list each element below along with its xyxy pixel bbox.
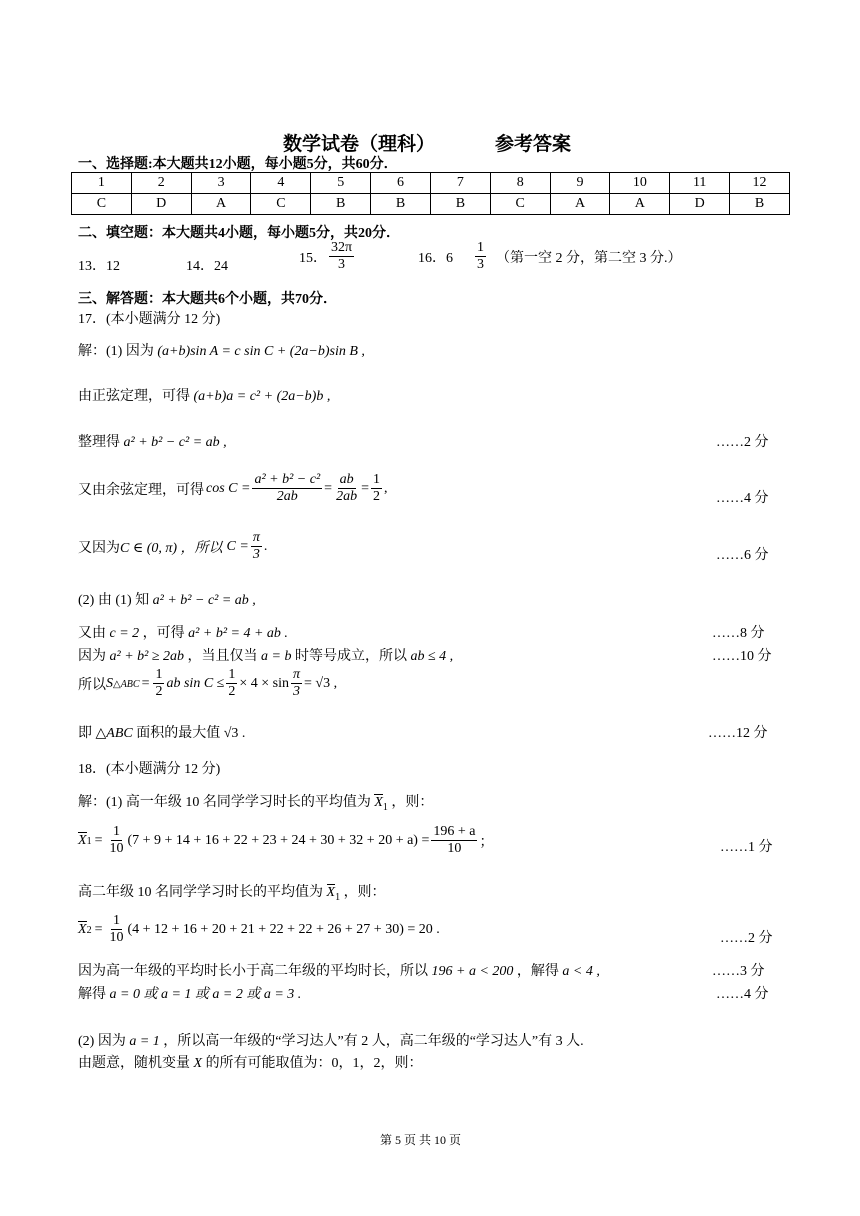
text: 因为高一年级的平均时长小于高二年级的平均时长，所以 [78, 964, 428, 979]
math: ab sin C ≤ [166, 675, 225, 691]
text: ，解得 [516, 964, 559, 979]
fraction-numerator: 1 [111, 913, 122, 930]
text: 高二年级 10 名同学学习时长的平均值为 [78, 885, 323, 900]
text: 由正弦定理，可得 [78, 389, 190, 404]
fraction [226, 667, 237, 700]
fraction-numerator: 1 [153, 667, 164, 684]
page-subtitle: 参考答案 [495, 134, 572, 155]
q17-line-6 [78, 589, 256, 609]
table-cell: A [610, 194, 670, 215]
q15-fraction [329, 240, 354, 273]
q18-line-8 [78, 1052, 423, 1072]
q18-line-1 [78, 791, 433, 813]
math: a² + b² ≥ 2ab [109, 649, 185, 664]
table-cell: D [670, 194, 730, 215]
math: (4 + 12 + 16 + 20 + 21 + 22 + 22 + 26 + 27 + 30) = 20 . [127, 921, 440, 937]
table-cell: 10 [610, 173, 670, 194]
fraction-denominator: 2ab [336, 489, 358, 505]
math: √3 . [223, 726, 246, 741]
text: 即 [78, 726, 92, 741]
math: X [326, 885, 336, 900]
fraction-denominator: 2 [372, 489, 380, 505]
q17-line-5: 又因为 C ∈ (0, π) ，所以 C = $\frac{\pi}{3}$ . [78, 530, 268, 563]
q18-line-3 [78, 881, 386, 903]
q17-line-7 [78, 622, 288, 642]
math: a = b [261, 649, 292, 664]
page-title: 数学试卷（理科） [283, 134, 436, 155]
fraction-denominator: 10 [447, 841, 462, 857]
table-row-numbers [72, 173, 790, 194]
text: 的所有可能取值为：0，1，2，则： [205, 1056, 423, 1071]
q18-line-7 [78, 1030, 584, 1050]
fraction [107, 824, 125, 857]
score-marker: ……6 分 [716, 548, 769, 563]
text: 又由 [78, 626, 106, 641]
q17-line-1 [78, 340, 365, 360]
table-cell: B [730, 194, 790, 215]
table-cell: C [72, 194, 132, 215]
score-marker: ……10 分 [712, 649, 772, 664]
fraction-denominator: 3 [252, 547, 260, 563]
math: ab ≤ 4 , [410, 649, 454, 664]
q17-header: 17．(本小题满分 12 分) [78, 312, 221, 327]
text: 解：(1) 高一年级 10 名同学学习时长的平均值为 [78, 795, 371, 810]
table-cell: 5 [311, 173, 371, 194]
q17-line-8 [78, 645, 453, 665]
math: C = [226, 538, 249, 554]
text: 所以 [78, 677, 106, 693]
math: a = 0 或 a = 1 或 a = 2 或 a = 3 . [109, 987, 302, 1002]
fraction-denominator: 3 [292, 684, 300, 700]
fraction-denominator: 10 [109, 930, 124, 946]
text: 整理得 [78, 435, 120, 450]
math: c = 2 [109, 626, 140, 641]
math: X [193, 1056, 203, 1071]
score-marker: ……2 分 [720, 931, 773, 946]
text: 由题意，随机变量 [78, 1056, 190, 1071]
fraction [371, 472, 382, 505]
fraction [252, 472, 322, 505]
fraction-numerator: 1 [371, 472, 382, 489]
section-heading-choice: 一、选择题:本大题共12小题，每小题5分，共60分． [78, 157, 398, 172]
fraction-numerator: 32π [329, 240, 354, 257]
table-cell: A [550, 194, 610, 215]
text: ，所以高一年级的“学习达人”有 2 人，高二年级的“学习达人”有 3 人. [163, 1034, 584, 1049]
q18-line-5 [78, 960, 600, 980]
math: (a+b)sin A = c sin C + (2a−b)sin B , [157, 344, 365, 359]
fraction [153, 667, 164, 700]
fraction-numerator: π [291, 667, 302, 684]
math: C ∈ (0, π) ，所以 [120, 540, 223, 556]
math-subscript: 1 [335, 891, 341, 903]
fraction-numerator: ab [338, 472, 356, 489]
table-cell: 4 [251, 173, 311, 194]
text: 解：(1) 因为 [78, 344, 154, 359]
fraction [107, 913, 125, 946]
math: △ABC [95, 726, 133, 741]
table-cell: D [131, 194, 191, 215]
text: (2) 因为 [78, 1034, 126, 1049]
math-subscript: 1 [382, 801, 388, 813]
table-cell: 7 [430, 173, 490, 194]
score-marker: ……1 分 [720, 840, 773, 855]
math: a < 4 , [562, 964, 600, 979]
math: × 4 × sin [239, 675, 289, 691]
text: 面积的最大值 [136, 726, 221, 741]
text: 因为 [78, 649, 106, 664]
table-cell: 6 [371, 173, 431, 194]
text: 又由余弦定理，可得 [78, 482, 204, 498]
q18-line-6 [78, 983, 301, 1003]
answer-q13: 13．12 [78, 259, 120, 274]
math: X [78, 833, 87, 849]
fraction-denominator: 10 [109, 841, 124, 857]
fraction-numerator: 1 [226, 667, 237, 684]
text: 时等号成立，所以 [294, 649, 407, 664]
fraction [334, 472, 359, 505]
table-cell: 1 [72, 173, 132, 194]
fraction [431, 824, 477, 857]
math-subscript: 1 [86, 836, 92, 848]
q16-fraction [475, 240, 486, 273]
answer-table [71, 172, 790, 215]
fraction-denominator: 2 [228, 684, 236, 700]
text: ，可得 [142, 626, 185, 641]
q16-label: 16．6 [418, 250, 453, 266]
text: ，则： [391, 795, 434, 810]
math: a = 1 [129, 1034, 160, 1049]
table-row-answers [72, 194, 790, 215]
math: a² + b² = 4 + ab . [188, 626, 288, 641]
fraction [251, 530, 262, 563]
score-marker: ……4 分 [716, 491, 769, 506]
text: ； [479, 834, 494, 850]
fraction-numerator: a² + b² − c² [252, 472, 322, 489]
math: a² + b² − c² = ab , [123, 435, 227, 450]
answer-q15 [299, 240, 356, 273]
table-cell: A [191, 194, 251, 215]
q17-line-4: 又由余弦定理，可得 cos C = $\frac{\text{a² + b² − c²}}{2ab}$ = $\frac{ab}{2ab}$ = $\frac{1}{2}$ , [78, 472, 388, 505]
score-marker: ……12 分 [708, 726, 768, 741]
text: 又因为 [78, 540, 120, 556]
fraction-numerator: 1 [111, 824, 122, 841]
score-marker: ……2 分 [716, 435, 769, 450]
math-subscript: 2 [86, 925, 92, 937]
math: = √3 , [304, 675, 338, 691]
fraction-denominator: 2ab [276, 489, 298, 505]
text: 解得 [78, 987, 106, 1002]
fraction-numerator: 1 [475, 240, 486, 257]
q17-line-10 [78, 722, 245, 742]
table-cell: 9 [550, 173, 610, 194]
q17-line-2 [78, 385, 330, 405]
fraction-denominator: 3 [338, 257, 346, 273]
math: 196 + a < 200 [431, 964, 514, 979]
fraction-denominator: 3 [477, 257, 484, 273]
fraction-numerator: π [251, 530, 262, 547]
math: (7 + 9 + 14 + 16 + 22 + 23 + 24 + 30 + 32 + 20 + a) = [127, 832, 430, 848]
page-footer: 第 5 页 共 10 页 [380, 1133, 462, 1147]
section-heading-solution: 三、解答题：本大题共6个小题，共70分． [78, 292, 337, 307]
table-cell: 8 [490, 173, 550, 194]
text: ，则： [343, 885, 386, 900]
math: (a+b)a = c² + (2a−b)b , [193, 389, 331, 404]
q18-line-2: X 1 = $\frac{1}{10}$ (7 + 9 + 14 + 16 + 22 + 23 + 24 + 30 + 32 + 20 + a) = $\frac{196 + a}{10}$ ； [78, 824, 494, 857]
q16-note: （第一空 2 分，第二空 3 分.） [496, 250, 682, 266]
table-cell: B [430, 194, 490, 215]
answer-q14: 14．24 [186, 259, 228, 274]
math: X [78, 922, 87, 938]
score-marker: ……8 分 [712, 626, 765, 641]
fraction-numerator: 196 + a [431, 824, 477, 841]
math: cos C = [206, 480, 251, 496]
math: a² + b² − c² = ab , [152, 593, 256, 608]
fraction [291, 667, 302, 700]
table-cell: B [371, 194, 431, 215]
score-marker: ……4 分 [716, 987, 769, 1002]
math-subscript: △ABC [113, 679, 140, 691]
table-cell: 11 [670, 173, 730, 194]
answer-q16 [418, 240, 682, 273]
table-cell: 2 [131, 173, 191, 194]
q15-label: 15． [299, 250, 327, 266]
table-cell: 12 [730, 173, 790, 194]
table-cell: 3 [191, 173, 251, 194]
q17-line-9: 所以 S △ABC = $\frac{1}{2}$ ab sin C ≤ $\frac{1}{2}$ × 4 × sin $\frac{\pi}{3}$ = √3 , [78, 667, 338, 700]
score-marker: ……3 分 [712, 964, 765, 979]
section-heading-fill: 二、填空题：本大题共4小题，每小题5分，共20分． [78, 226, 400, 241]
text: ，当且仅当 [187, 649, 258, 664]
fraction-denominator: 2 [155, 684, 163, 700]
table-cell: C [251, 194, 311, 215]
math: X [374, 795, 383, 810]
table-cell: C [490, 194, 550, 215]
q18-header: 18．(本小题满分 12 分) [78, 762, 221, 777]
text: (2) 由 (1) 知 [78, 593, 150, 608]
q18-line-4: X 2 = $\frac{1}{10}$ (4 + 12 + 16 + 20 + 21 + 22 + 22 + 26 + 27 + 30) = 20 . [78, 913, 440, 946]
table-cell: B [311, 194, 371, 215]
q17-line-3 [78, 431, 227, 451]
math: S [106, 675, 113, 691]
